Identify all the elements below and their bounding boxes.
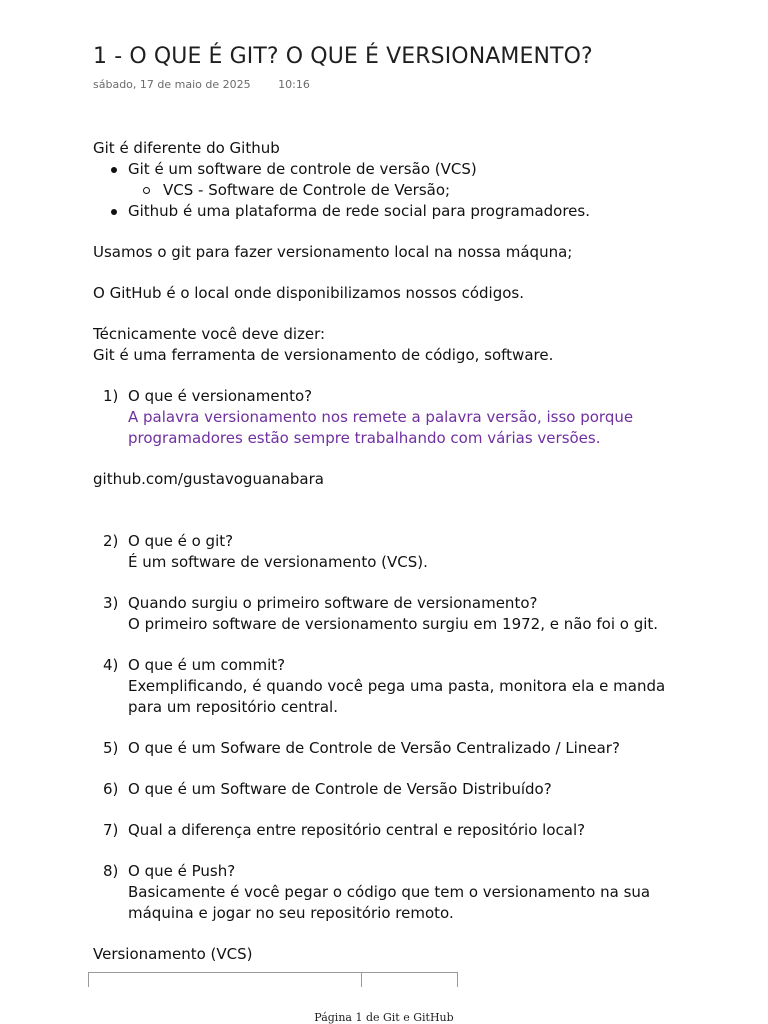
question-number: 6) — [103, 780, 119, 798]
table-cell — [361, 973, 458, 987]
question-number: 2) — [103, 532, 119, 550]
question-number: 8) — [103, 862, 119, 880]
answer-line: para um repositório central. — [128, 698, 338, 716]
question-3 — [93, 593, 693, 635]
answer-line: A palavra versionamento nos remete a palavra versão, isso porque — [128, 408, 634, 426]
question-4 — [93, 655, 693, 718]
question-number: 3) — [103, 594, 119, 612]
question-text: O que é um Sofware de Controle de Versão Centralizado / Linear? — [128, 739, 620, 757]
answer-line: Exemplificando, é quando você pega uma pasta, monitora ela e manda — [128, 677, 666, 695]
intro-heading: Git é diferente do Github — [93, 139, 280, 157]
paragraph-git-local: Usamos o git para fazer versionamento local na nossa máqu​na; — [93, 243, 573, 261]
question-text: O que é versionamento? — [128, 387, 313, 405]
page-time: 10:16 — [278, 78, 310, 91]
note-content — [93, 138, 693, 965]
bullet-github: Github é uma plataforma de rede social para programadores. — [93, 201, 693, 222]
answer-line: É um software de versionamento (VCS). — [128, 553, 428, 571]
question-number: 7) — [103, 821, 119, 839]
question-7 — [93, 820, 693, 841]
page-date: sábado, 17 de maio de 2025 — [93, 78, 251, 91]
question-number: 5) — [103, 739, 119, 757]
question-1 — [93, 386, 693, 449]
question-8 — [93, 861, 693, 924]
github-link-text: github.com/gustavoguanabara — [93, 470, 324, 488]
paragraph-github: O GitHub é o local onde disponibilizamos nossos códigos. — [93, 284, 524, 302]
question-text: Quando surgiu o primeiro software de versionamento? — [128, 594, 538, 612]
bullet-git-vcs: Git é um software de controle de versão (VCS) — [93, 159, 693, 180]
page-footer: Página 1 de Git e GitHub — [314, 1011, 454, 1024]
question-text: Qual a diferença entre repositório central e repositório local? — [128, 821, 586, 839]
question-6 — [93, 779, 693, 800]
intro-list — [93, 159, 693, 222]
question-text: O que é um commit? — [128, 656, 286, 674]
question-5 — [93, 738, 693, 759]
question-text: O que é o git? — [128, 532, 234, 550]
question-2 — [93, 531, 693, 573]
answer-line: máquina e jogar no seu repositório remoto. — [128, 904, 454, 922]
section-heading: Versionamento (VCS) — [93, 945, 253, 963]
answer-line: Basicamente é você pegar o código que tem o versionamento na sua — [128, 883, 651, 901]
vcs-table — [88, 972, 458, 987]
answer-line: O primeiro software de versionamento surgiu em 1972, e não foi o git. — [128, 615, 659, 633]
answer-line: programadores estão sempre trabalhando com várias versões. — [128, 429, 601, 447]
sub-bullet-vcs: VCS - Software de Controle de Versão; — [93, 180, 693, 201]
question-text: O que é um Software de Controle de Versão Distribuído? — [128, 780, 552, 798]
table-cell — [88, 973, 362, 987]
page-meta — [93, 78, 310, 91]
tech-line-1: Técnicamente você deve dizer: — [93, 325, 326, 343]
question-number: 1) — [103, 387, 119, 405]
page-title: 1 - O QUE É GIT? O QUE É VERSIONAMENTO? — [93, 44, 593, 69]
tech-line-2: Git é uma ferramenta de versionamento de código, software. — [93, 346, 554, 364]
question-number: 4) — [103, 656, 119, 674]
question-text: O que é Push? — [128, 862, 236, 880]
